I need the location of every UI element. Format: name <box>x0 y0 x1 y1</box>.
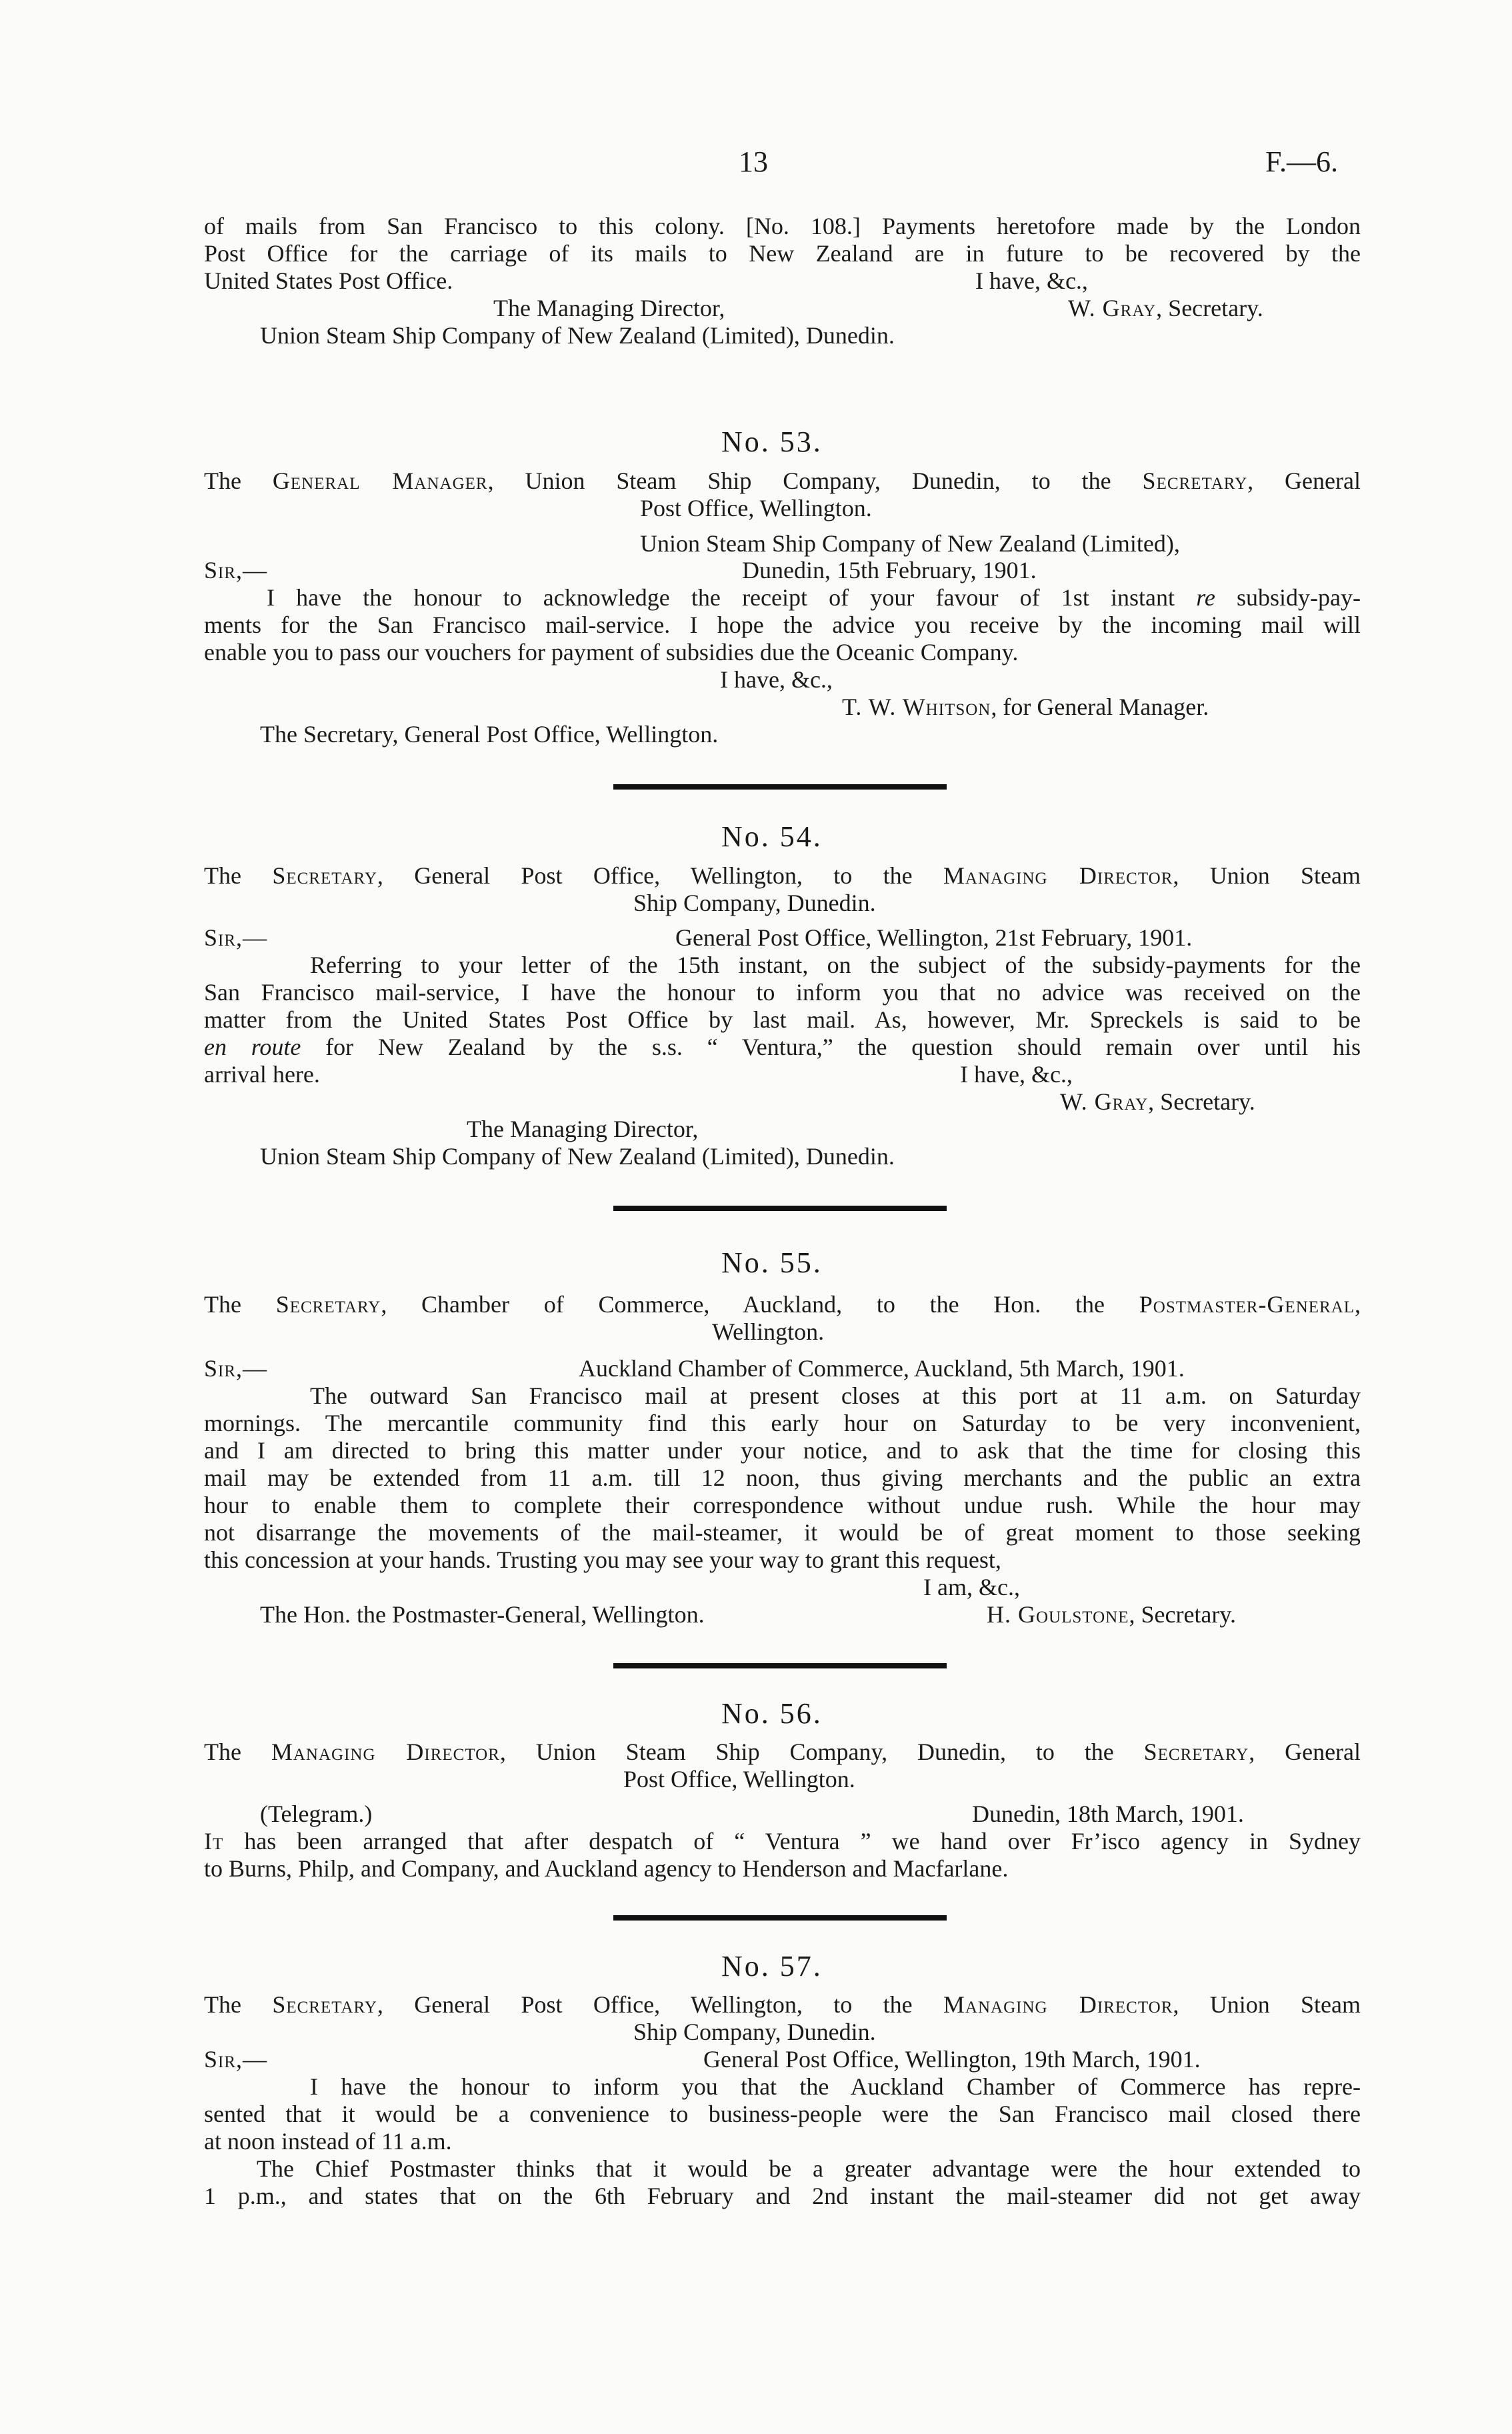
letter-date: Dunedin, 18th March, 1901. <box>972 1800 1244 1827</box>
body-line: arrival here. <box>204 1061 320 1088</box>
letter-heading: The Managing Director, Union Steam Ship Company, Dunedin, to the Secretary, General <box>204 1738 1361 1765</box>
salutation: Sir,— <box>204 2046 268 2073</box>
body-line: to Burns, Philp, and Company, and Auckland agency to Henderson and Macfarlane. <box>204 1855 1009 1882</box>
letter-heading: The Secretary, General Post Office, Wellington, to the Managing Director, Union Steam <box>204 1991 1361 2018</box>
letter-heading: Ship Company, Dunedin. <box>633 2019 876 2045</box>
letter-heading: The Secretary, Chamber of Commerce, Auckland, to the Hon. the Postmaster-General, <box>204 1291 1361 1318</box>
body-line: San Francisco mail-service, I have the honour to inform you that no advice was received on the <box>204 979 1361 1006</box>
addressee: The Managing Director, <box>493 295 725 321</box>
telegram-note: (Telegram.) <box>260 1800 373 1827</box>
body-line: sented that it would be a convenience to business-people were the San Francisco mail closed there <box>204 2101 1361 2127</box>
signature: W. Gray, Secretary. <box>1060 1088 1255 1115</box>
body-line: not disarrange the movements of the mail-steamer, it would be of great moment to those seeking <box>204 1519 1361 1546</box>
body-line: hour to enable them to complete their correspondence without undue rush. While the hour may <box>204 1492 1361 1518</box>
body-line: mail may be extended from 11 a.m. till 12 noon, thus giving merchants and the public an extra <box>204 1464 1361 1491</box>
signature: H. Goulstone, Secretary. <box>987 1601 1237 1628</box>
sender-address: Union Steam Ship Company of New Zealand (Limited), <box>640 530 1180 557</box>
salutation: Sir,— <box>204 924 268 951</box>
addressee: The Hon. the Postmaster-General, Wellington. <box>260 1601 705 1628</box>
letter-heading: Wellington. <box>712 1318 825 1345</box>
letter-number: No. 54. <box>721 820 823 853</box>
letter-date: General Post Office, Wellington, 21st February, 1901. <box>675 924 1193 951</box>
section-divider <box>613 784 947 790</box>
body-line: ments for the San Francisco mail-service. I hope the advice you receive by the incoming mail will <box>204 612 1361 638</box>
letter-number: No. 57. <box>721 1950 823 1983</box>
body-line: this concession at your hands. Trusting you may see your way to grant this request, <box>204 1546 1001 1573</box>
letter-date: Dunedin, 15th February, 1901. <box>742 557 1037 583</box>
company-name: Union Steam Ship Company of New Zealand (Limited), Dunedin. <box>260 1143 895 1170</box>
closing: I have, &c., <box>720 666 833 693</box>
body-line: Referring to your letter of the 15th instant, on the subject of the subsidy-payments for the <box>310 952 1361 978</box>
body-line: The outward San Francisco mail at present closes at this port at 11 a.m. on Saturday <box>310 1382 1361 1409</box>
letter-date: Auckland Chamber of Commerce, Auckland, 5th March, 1901. <box>579 1355 1185 1382</box>
letter-heading: Post Office, Wellington. <box>623 1766 855 1792</box>
body-line: mornings. The mercantile community find this early hour on Saturday to be very inconvenient, <box>204 1410 1361 1436</box>
letter-date: General Post Office, Wellington, 19th March, 1901. <box>703 2046 1201 2073</box>
body-line: 1 p.m., and states that on the 6th February and 2nd instant the mail-steamer did not get away <box>204 2183 1361 2209</box>
section-divider <box>613 1206 947 1211</box>
body-line: en route for New Zealand by the s.s. “ Ventura,” the question should remain over until his <box>204 1034 1361 1060</box>
body-line: of mails from San Francisco to this colony. [No. 108.] Payments heretofore made by the London <box>204 213 1361 239</box>
body-line: The Chief Postmaster thinks that it would be a greater advantage were the hour extended to <box>257 2155 1361 2182</box>
closing: I have, &c., <box>975 267 1088 294</box>
section-divider <box>613 1915 947 1921</box>
body-line: Post Office for the carriage of its mails to New Zealand are in future to be recovered by the <box>204 240 1361 267</box>
letter-number: No. 53. <box>721 425 823 458</box>
signature: T. W. Whitson, for General Manager. <box>842 694 1209 720</box>
letter-number: No. 55. <box>721 1246 823 1279</box>
section-divider <box>613 1663 947 1668</box>
letter-heading: Ship Company, Dunedin. <box>633 890 876 916</box>
signature: W. Gray, Secretary. <box>1068 295 1263 321</box>
body-line: enable you to pass our vouchers for payment of subsidies due the Oceanic Company. <box>204 639 1019 666</box>
company-name: Union Steam Ship Company of New Zealand (Limited), Dunedin. <box>260 322 895 349</box>
body-line: at noon instead of 11 a.m. <box>204 2128 452 2155</box>
page-number: 13 <box>739 145 768 178</box>
body-line: I have the honour to inform you that the Auckland Chamber of Commerce has repre- <box>310 2073 1361 2100</box>
addressee: The Managing Director, <box>467 1116 699 1142</box>
closing: I have, &c., <box>960 1061 1073 1088</box>
closing: I am, &c., <box>923 1574 1020 1600</box>
salutation: Sir,— <box>204 557 268 583</box>
body-line: I have the honour to acknowledge the receipt of your favour of 1st instant re subsidy-pay- <box>267 584 1361 611</box>
body-line: It has been arranged that after despatch of “ Ventura ” we hand over Fr’isco agency in Sydney <box>204 1828 1361 1855</box>
letter-number: No. 56. <box>721 1697 823 1730</box>
body-line: matter from the United States Post Office by last mail. As, however, Mr. Spreckels is said to be <box>204 1006 1361 1033</box>
letter-heading: Post Office, Wellington. <box>640 495 872 521</box>
letter-heading: The General Manager, Union Steam Ship Company, Dunedin, to the Secretary, General <box>204 467 1361 494</box>
addressee: The Secretary, General Post Office, Wellington. <box>260 721 719 748</box>
letter-heading: The Secretary, General Post Office, Wellington, to the Managing Director, Union Steam <box>204 862 1361 889</box>
body-line: United States Post Office. <box>204 267 453 294</box>
body-line: and I am directed to bring this matter under your notice, and to ask that the time for closing this <box>204 1437 1361 1464</box>
salutation: Sir,— <box>204 1355 268 1382</box>
document-reference: F.—6. <box>1265 145 1338 178</box>
